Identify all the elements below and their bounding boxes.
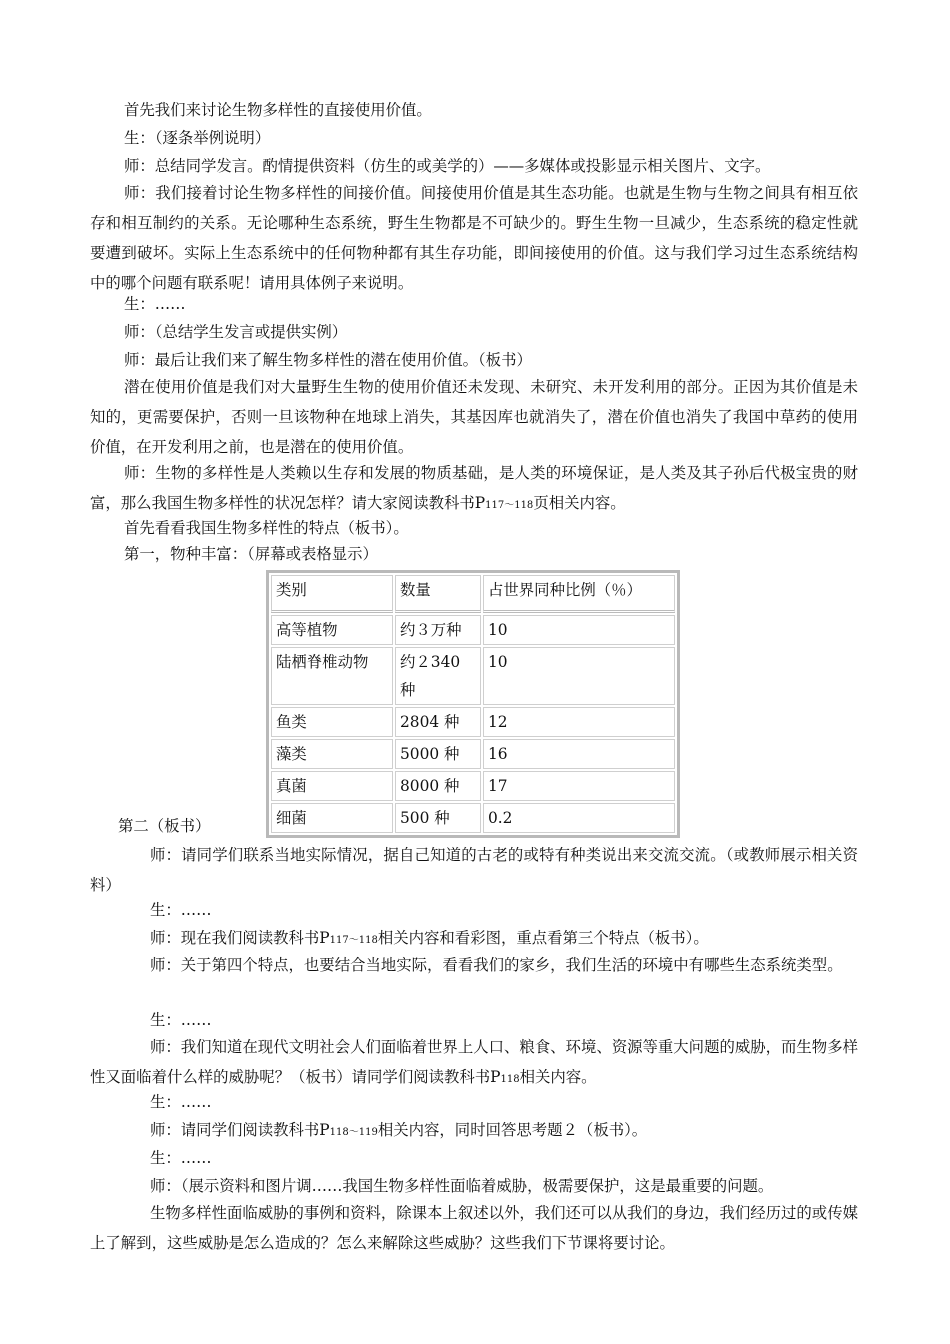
- page-subscript: 117～118: [485, 500, 534, 511]
- table-row: [271, 615, 675, 645]
- table-cell: 8000 种: [395, 771, 481, 801]
- text-segment: 相关内容，同时回答思考题２（板书）。: [377, 1121, 648, 1139]
- table-cell: 鱼类: [271, 707, 393, 737]
- paragraph-teacher-show: 师：（展示资料和图片调……我国生物多样性面临着威胁，极需要保护，这是最重要的问题。: [150, 1177, 774, 1195]
- paragraph-student-5: 生：……: [150, 1093, 212, 1111]
- paragraph-local-species: 师：请同学们联系当地实际情况，据自己知道的古老的或特有种类说出来交流交流。（或教师展示相关资料）: [90, 846, 858, 894]
- table-header-cell: 类别: [271, 575, 393, 613]
- paragraph-indirect-value: 师：我们接着讨论生物多样性的间接价值。间接使用价值是其生态功能。也就是生物与生物之间具有相互依存和相互制约的关系。无论哪种生态系统，野生生物都是不可缺少的。野生生物一旦减少，生态系统的稳定性就要遭到破坏。实际上生态系统中的任何物种都有其生存功能，即间接使用的价值。这与我们学习过生态系统结构中的哪个问题有联系呢！请用具体例子来说明。: [90, 184, 858, 292]
- paragraph-china-diversity: [90, 458, 858, 521]
- paragraph-feature-one: 第一，物种丰富：（屏幕或表格显示）: [124, 545, 378, 563]
- paragraph-student-6: 生：……: [150, 1149, 212, 1167]
- paragraph-potential-value: 潜在使用价值是我们对大量野生生物的使用价值还未发现、未研究、未开发利用的部分。正因为其价值是未知的，更需要保护，否则一旦该物种在地球上消失，其基因库也就消失了，潜在价值也消失了我国中草药的使用价值，在开发利用之前，也是潜在的使用价值。: [90, 378, 858, 456]
- table-row: [271, 707, 675, 737]
- paragraph-feature-two: 第二（板书）: [118, 817, 211, 835]
- paragraph-student-1: 生：（逐条举例说明）: [124, 129, 271, 147]
- paragraph-feature-four: 师：关于第四个特点，也要结合当地实际，看看我们的家乡，我们生活的环境中有哪些生态系统类型。: [150, 956, 843, 974]
- text-segment: 页相关内容。: [533, 494, 626, 512]
- text-segment: 师：生物的多样性是人类赖以生存和发展的物质基础，是人类的环境保证，是人类及其子孙后代极宝贵的财富，那么我国生物多样性的状况怎样？请大家阅读教科书P: [90, 464, 858, 512]
- paragraph-potential-value-intro: 师：最后让我们来了解生物多样性的潜在使用价值。（板书）: [124, 351, 532, 369]
- table-cell: 5000 种: [395, 739, 481, 769]
- table-header-row: [271, 575, 675, 613]
- table-cell: 细菌: [271, 803, 393, 833]
- paragraph-teacher-summary: 师：总结同学发言。酌情提供资料（仿生的或美学的）——多媒体或投影显示相关图片、文字。: [124, 157, 771, 175]
- table-cell: 500 种: [395, 803, 481, 833]
- table-row: [271, 739, 675, 769]
- table-cell: 真菌: [271, 771, 393, 801]
- species-table: [266, 570, 680, 838]
- paragraph-teacher-examples: 师：（总结学生发言或提供实例）: [124, 323, 348, 341]
- paragraph-next-lesson: 生物多样性面临威胁的事例和资料，除课本上叙述以外，我们还可以从我们的身边，我们经历过的或传媒上了解到，这些威胁是怎么造成的？怎么来解除这些威胁？这些我们下节课将要讨论。: [90, 1204, 858, 1252]
- table-cell: 高等植物: [271, 615, 393, 645]
- table-cell: 10: [483, 615, 675, 645]
- table-cell: 10: [483, 647, 675, 705]
- table-row: [271, 803, 675, 833]
- table-cell: 16: [483, 739, 675, 769]
- table-cell: 2804 种: [395, 707, 481, 737]
- table-cell: 12: [483, 707, 675, 737]
- paragraph-question-two: [150, 1116, 647, 1147]
- table-cell: 约３万种: [395, 615, 481, 645]
- table-cell: 陆栖脊椎动物: [271, 647, 393, 705]
- page-subscript: 117～118: [329, 935, 378, 946]
- paragraph-features-intro: 首先看看我国生物多样性的特点（板书）。: [124, 519, 409, 537]
- table-cell: 约２340 种: [395, 647, 481, 705]
- paragraph-student-4: 生：……: [150, 1011, 212, 1029]
- paragraph-threats: [90, 1032, 858, 1095]
- paragraph-student-2: 生：……: [124, 295, 186, 313]
- paragraph-student-3: 生：……: [150, 901, 212, 919]
- table-cell: 藻类: [271, 739, 393, 769]
- page-subscript: 118: [500, 1074, 520, 1085]
- table-row: [271, 771, 675, 801]
- table-cell: 0.2: [483, 803, 675, 833]
- table-header-cell: 占世界同种比例（％）: [483, 575, 675, 613]
- paragraph-direct-value: 首先我们来讨论生物多样性的直接使用价值。: [124, 101, 432, 119]
- text-segment: 师：我们知道在现代文明社会人们面临着世界上人口、粮食、环境、资源等重大问题的威胁，而生物多样性又面临着什么样的威胁呢？（板书）请同学们阅读教科书P: [90, 1038, 858, 1086]
- text-segment: 师：请同学们阅读教科书P: [150, 1121, 330, 1139]
- text-segment: 师：现在我们阅读教科书P: [150, 929, 330, 947]
- page-subscript: 118～119: [329, 1127, 378, 1138]
- text-segment: 相关内容和看彩图，重点看第三个特点（板书）。: [377, 929, 709, 947]
- table-header-cell: 数量: [395, 575, 481, 613]
- table-cell: 17: [483, 771, 675, 801]
- table-row: [271, 647, 675, 705]
- text-segment: 相关内容。: [519, 1068, 597, 1086]
